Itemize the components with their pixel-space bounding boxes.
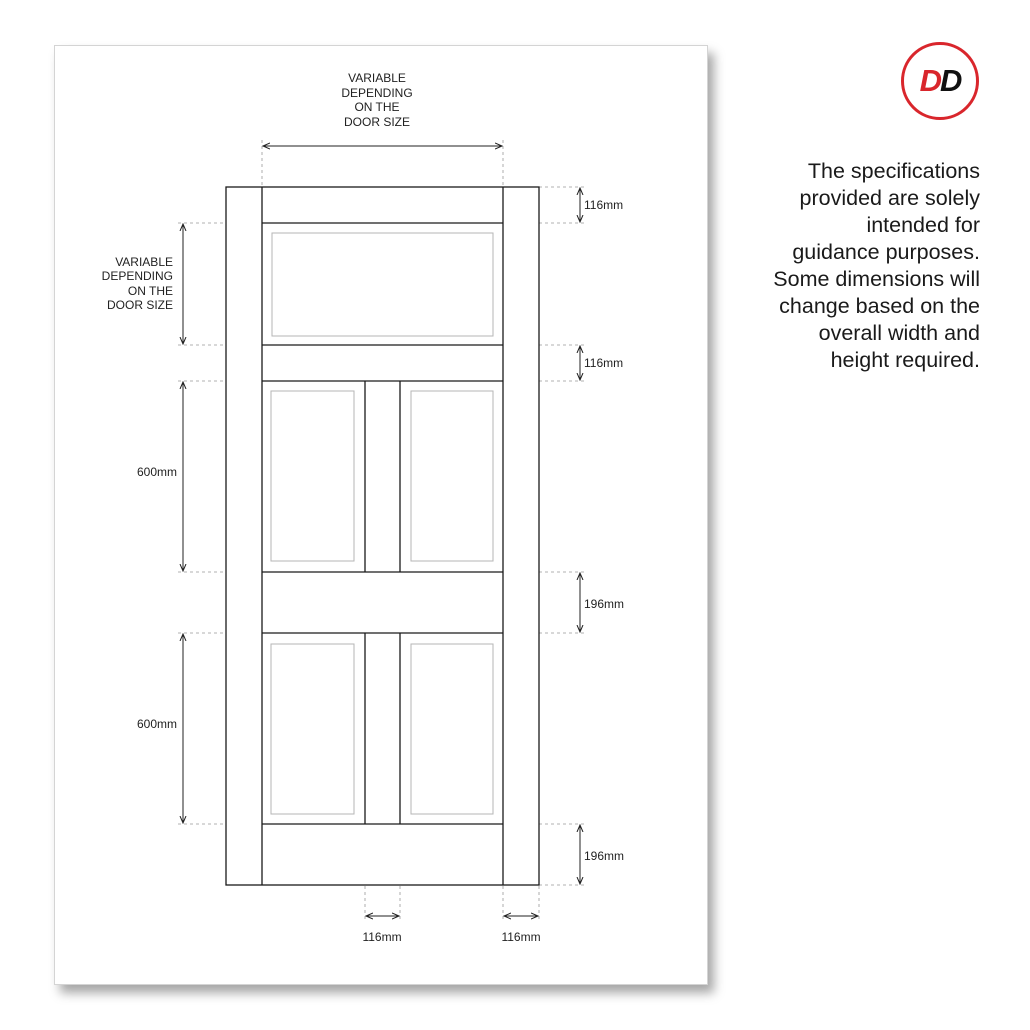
- notice-line: guidance purposes.: [792, 240, 980, 264]
- notice-line: change based on the: [779, 294, 980, 318]
- upper-panel-height-dimension: 600mm: [136, 465, 177, 479]
- lower-panel-height-dimension: 600mm: [136, 717, 177, 731]
- notice-line: Some dimensions will: [773, 267, 980, 291]
- panel-mouldings: [271, 233, 493, 814]
- top-width-label-line-3: ON THE: [354, 100, 400, 114]
- top-width-label-line-4: DOOR SIZE: [343, 115, 411, 129]
- dimension-arrows: [183, 146, 580, 916]
- logo-letter-first: D: [919, 63, 940, 98]
- bottom-rail-dimension: 196mm: [584, 849, 625, 863]
- stile-width-dimension: 116mm: [501, 930, 541, 944]
- top-panel-height-label-line-2: DEPENDING: [101, 269, 173, 283]
- top-width-label-line-1: VARIABLE: [348, 71, 406, 85]
- middle-rail-dimension: 196mm: [584, 597, 625, 611]
- top-panel-height-label-line-4: DOOR SIZE: [106, 298, 173, 312]
- notice-line: provided are solely: [799, 186, 980, 210]
- top-rail-dimension: 116mm: [584, 198, 624, 212]
- notice-line: intended for: [866, 213, 980, 237]
- second-rail-dimension: 116mm: [584, 356, 624, 370]
- notice-line: The specifications: [807, 159, 980, 183]
- top-panel-height-label-line-3: ON THE: [127, 284, 173, 298]
- notice-line: overall width and: [818, 321, 980, 345]
- top-width-label-line-2: DEPENDING: [341, 86, 413, 100]
- muntin-width-dimension: 116mm: [362, 930, 402, 944]
- door-outline: [226, 187, 539, 885]
- dd-logo: [901, 42, 979, 120]
- notice-line: height required.: [830, 348, 980, 372]
- extension-lines: [178, 140, 585, 922]
- specification-notice: [700, 158, 980, 374]
- top-panel-height-label-line-1: VARIABLE: [115, 255, 173, 269]
- logo-letter-second: D: [940, 63, 961, 98]
